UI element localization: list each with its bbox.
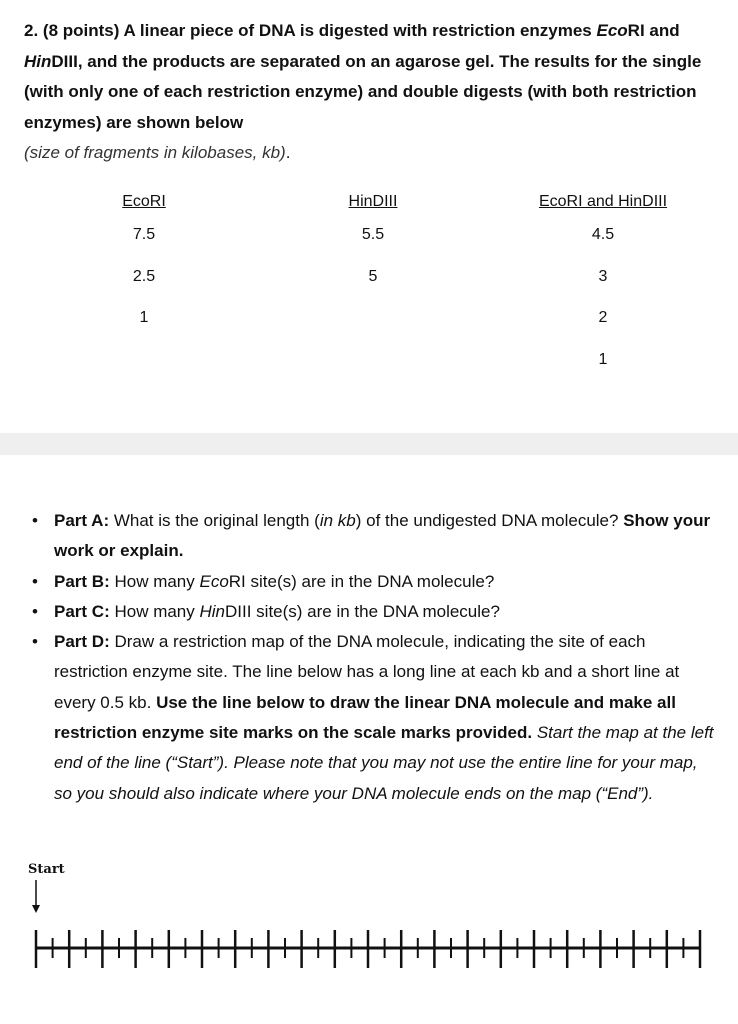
section-divider — [0, 433, 738, 455]
fragment-size: 2.5 — [132, 267, 156, 285]
part-a: • Part A: What is the original length (in kb) of the undigested DNA molecule? Show your work or explain. — [30, 506, 720, 567]
start-arrow-icon — [32, 905, 40, 913]
fragment-size: 5 — [368, 267, 378, 285]
column-header: EcoRI and HinDIII — [538, 193, 668, 210]
fragment-size: 4.5 — [591, 226, 615, 243]
fragment-size: 3 — [598, 267, 608, 285]
start-label: Start — [28, 862, 65, 877]
enzyme-ecori-italic: Eco — [596, 21, 628, 40]
question-text: 2. (8 points) A linear piece of DNA is digested with restriction enzymes EcoRI and HinDIII, and the products are separated on an agarose gel. The results for the single (with only one of each restriction enzyme) and double digests (with both restriction enzymes) are shown below (size of fragments in kilobases, kb). — [24, 21, 702, 162]
scale-ruler[interactable] — [0, 868, 738, 978]
double-digest-column — [493, 190, 713, 380]
size-caption: (size of fragments in kilobases, kb) — [24, 143, 286, 162]
fragment-size: 1 — [598, 350, 608, 368]
fragment-size: 1 — [139, 309, 149, 326]
column-header: EcoRI — [122, 193, 166, 210]
bullet-icon: • — [32, 601, 38, 621]
ruler-ticks — [36, 930, 700, 968]
parts-list — [30, 506, 720, 809]
part-b: • Part B: How many EcoRI site(s) are in the DNA molecule? — [30, 567, 720, 597]
part-c: • Part C: How many HinDIII site(s) are in the DNA molecule? — [30, 597, 720, 627]
question-points: (8 points) — [42, 21, 120, 40]
fragment-size: 5.5 — [361, 226, 385, 243]
ecori-column — [34, 190, 254, 339]
bullet-icon: • — [32, 511, 38, 530]
fragment-table — [0, 190, 738, 390]
fragment-size: 2 — [598, 309, 608, 326]
fragment-size: 7.5 — [132, 226, 156, 243]
question-number: 2. — [24, 21, 39, 40]
enzyme-hindiii-italic: Hin — [24, 51, 52, 71]
bullet-icon: • — [32, 571, 38, 591]
column-header: HinDIII — [348, 193, 398, 210]
part-d: • Part D: Draw a restriction map of the DNA molecule, indicating the site of each restriction enzyme site. The line below has a long line at each kb and a short line at every 0.5 kb. Use the line below to draw the linear DNA molecule and make all restriction enzyme site marks on the scale marks provided. Start the map at the left end of the line (“Start”). Please note that you may not use the entire line for your map, so you should also indicate where your DNA molecule ends on the map (“End”). — [30, 627, 720, 809]
bullet-icon: • — [32, 632, 38, 652]
hindiii-column — [263, 190, 483, 297]
